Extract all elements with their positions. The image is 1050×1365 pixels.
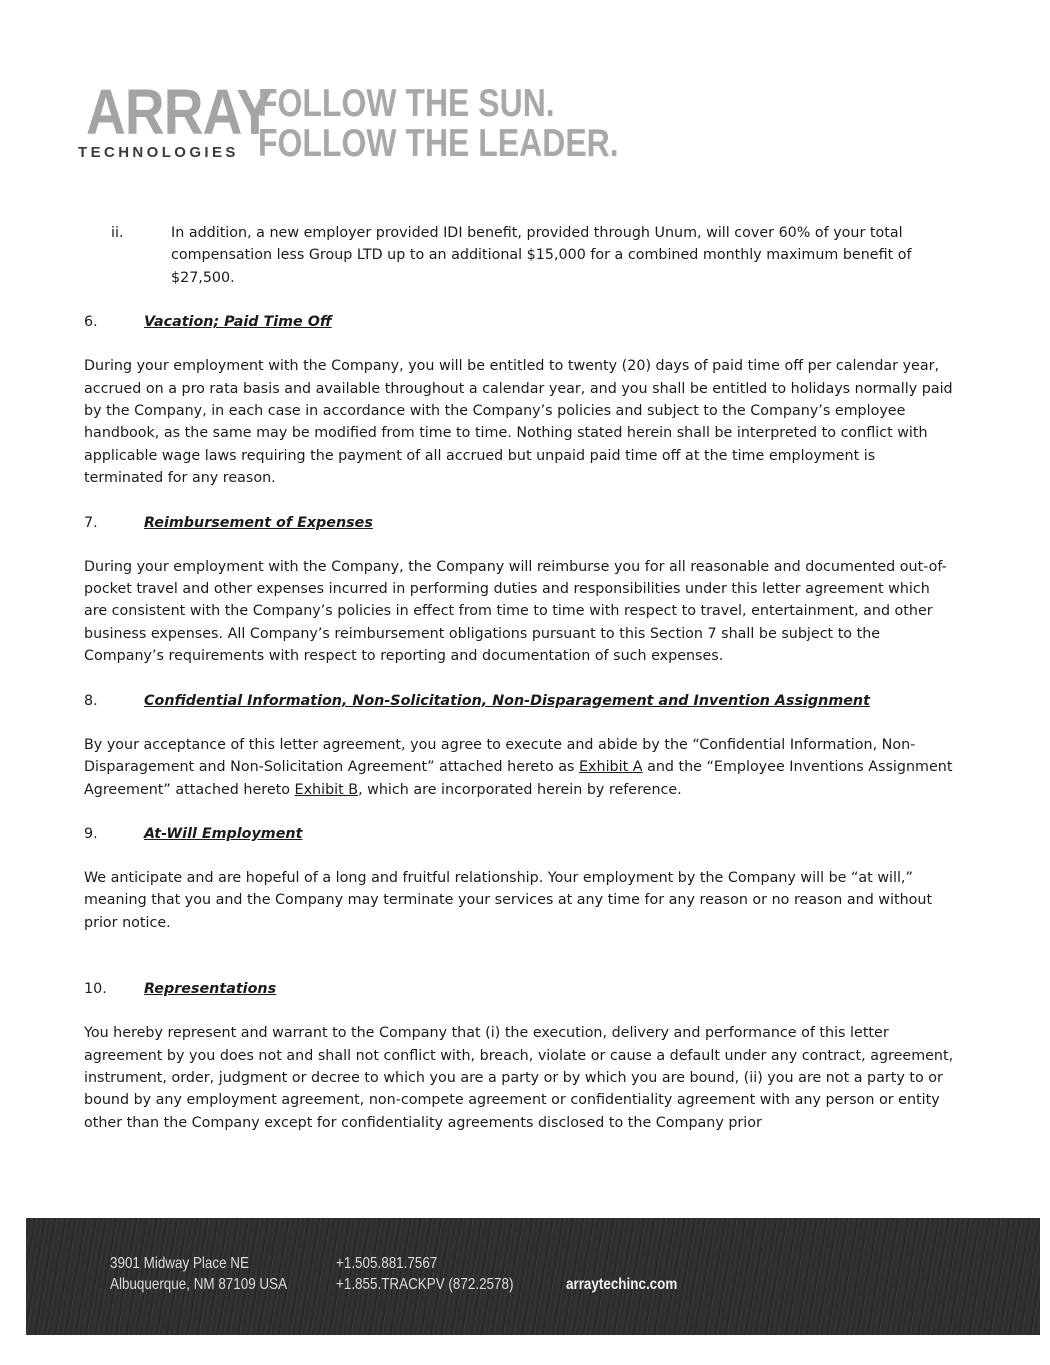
section-10-heading xyxy=(84,978,954,1000)
footer-address xyxy=(110,1253,287,1295)
section-7-body: During your employment with the Company, the Company will reimburse you for all reasonable and documented out-of-pocket travel and other expenses incurred in performing duties and responsibilities under this letter agreement which are consistent with the Company’s policies in effect from time to time with respect to travel, entertainment, and other business expenses. All Company’s reimbursement obligations pursuant to this Section 7 shall be subject to the Company’s requirements with respect to reporting and documentation of such expenses. xyxy=(84,558,947,665)
exhibit-b-reference: Exhibit B xyxy=(294,781,359,798)
tagline-line-1: FOLLOW THE SUN. xyxy=(258,82,555,125)
section-title: Representations xyxy=(144,981,277,998)
logo-subtitle: TECHNOLOGIES xyxy=(78,144,239,161)
section-9-body: We anticipate and are hopeful of a long and fruitful relationship. Your employment by the Company will be “at will,” meaning that you and the Company may terminate your services at any time for any reason or no reason and without prior notice. xyxy=(84,869,933,931)
list-marker: ii. xyxy=(111,225,124,241)
footer-phone xyxy=(336,1253,513,1295)
section-6-heading xyxy=(84,311,954,333)
list-item-text: In addition, a new employer provided IDI benefit, provided through Unum, will cover 60% of your total compensation less Group LTD up to an additional $15,000 for a combined monthly maximum benefit of $27,500. xyxy=(171,225,912,286)
section-title: Reimbursement of Expenses xyxy=(144,514,373,531)
tagline xyxy=(258,84,619,164)
section-8-body xyxy=(84,734,954,801)
section-title: Vacation; Paid Time Off xyxy=(144,314,332,331)
section-number: 10. xyxy=(84,981,107,998)
section-8-body-part-2: and the “Employee Inventions Assignment Agreement” attached hereto xyxy=(84,759,953,798)
phone-line-2: +1.855.TRACKPV (872.2578) xyxy=(336,1276,514,1293)
address-line-2: Albuquerque, NM 87109 USA xyxy=(110,1276,288,1293)
address-line-1: 3901 Midway Place NE xyxy=(110,1255,249,1272)
section-8-body-part-3: , which are incorporated herein by reference. xyxy=(358,781,682,798)
letterhead xyxy=(78,76,678,172)
letterhead-footer xyxy=(26,1218,1040,1335)
section-number: 9. xyxy=(84,825,98,842)
logo-wordmark: ARRAY xyxy=(86,76,273,148)
tagline-line-2: FOLLOW THE LEADER. xyxy=(258,122,619,165)
exhibit-a-reference: Exhibit A xyxy=(579,759,643,776)
document-body xyxy=(84,222,954,1134)
section-10-body: You hereby represent and warrant to the Company that (i) the execution, delivery and performance of this letter agreement by you does not and shall not conflict with, breach, violate or cause a default under any contract, agreement, instrument, order, judgment or decree to which you are a party or by which you are bound, (ii) you are not a party to or bound by any employment agreement, non-compete agreement or confidentiality agreement with any person or entity other than the Company except for confidentiality agreements disclosed to the Company prior xyxy=(84,1025,954,1131)
footer-website: arraytechinc.com xyxy=(566,1276,678,1293)
section-title: Confidential Information, Non-Solicitation, Non-Disparagement and Invention Assignment xyxy=(144,692,870,709)
section-number: 7. xyxy=(84,514,98,531)
section-8-heading xyxy=(84,690,954,712)
company-logo xyxy=(78,76,273,162)
phone-line-1: +1.505.881.7567 xyxy=(336,1255,438,1272)
section-6-body: During your employment with the Company, you will be entitled to twenty (20) days of paid time off per calendar year, accrued on a pro rata basis and available throughout a calendar year, and you shall be entitled to holidays normally paid by the Company, in each case in accordance with the Company’s policies and subject to the Company’s employee handbook, as the same may be modified from time to time. Nothing stated herein shall be interpreted to conflict with applicable wage laws requiring the payment of all accrued but unpaid paid time off at the time employment is terminated for any reason. xyxy=(84,358,953,487)
section-title: At-Will Employment xyxy=(144,825,303,842)
section-number: 6. xyxy=(84,314,98,331)
section-number: 8. xyxy=(84,692,98,709)
section-8-body-part-1: By your acceptance of this letter agreement, you agree to execute and abide by the “Confidential Information, Non-Disparagement and Non-Solicitation Agreement” attached hereto as xyxy=(84,736,916,776)
section-9-heading xyxy=(84,823,954,845)
section-7-heading xyxy=(84,512,954,534)
list-item-ii xyxy=(84,222,954,289)
